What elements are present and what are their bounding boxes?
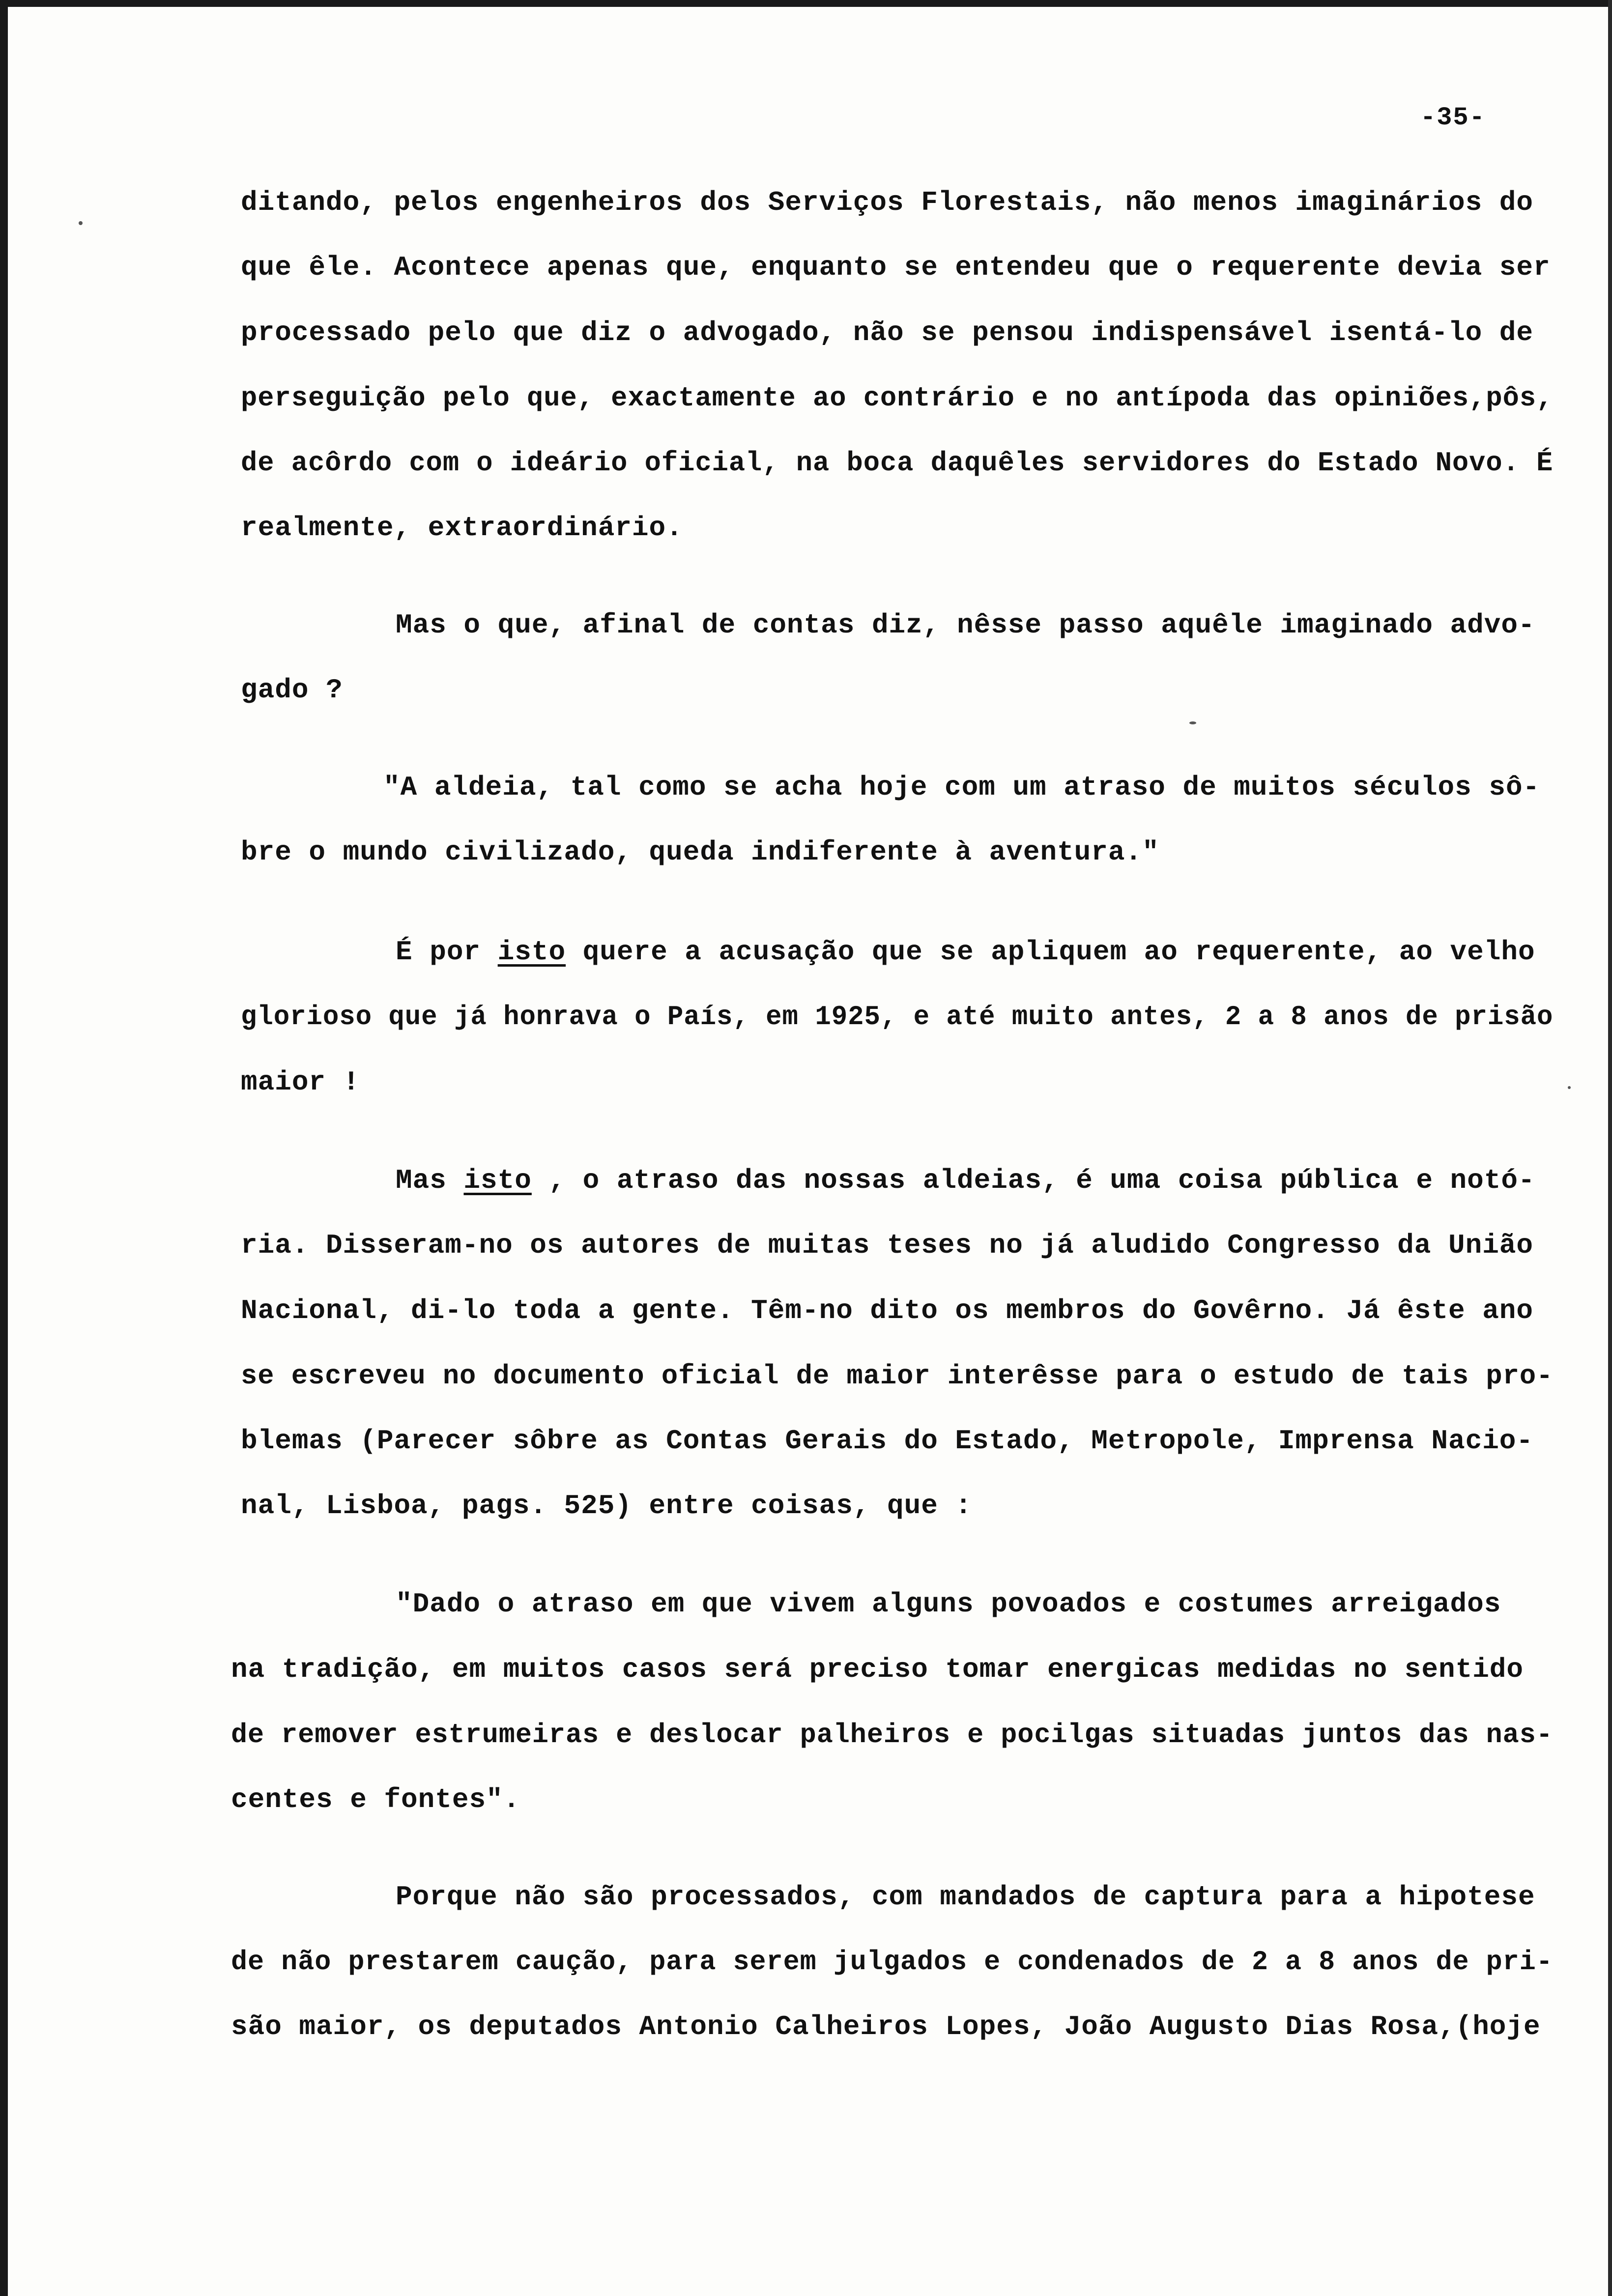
paragraph-2-line-1: Mas o que, afinal de contas diz, nêsse passo aquêle imaginado advo- bbox=[396, 609, 1535, 641]
paragraph-1-line-2: que êle. Acontece apenas que, enquanto se entendeu que o requerente devia ser bbox=[241, 252, 1551, 283]
paragraph-3-line-2: bre o mundo civilizado, queda indiferente à aventura." bbox=[241, 836, 1159, 868]
paragraph-5-line-6: nal, Lisboa, pags. 525) entre coisas, que : bbox=[241, 1490, 973, 1521]
paragraph-4-line-1 bbox=[396, 936, 1535, 968]
paragraph-5-line-5: blemas (Parecer sôbre as Contas Gerais do Estado, Metropole, Imprensa Nacio- bbox=[241, 1425, 1534, 1457]
paragraph-6-line-2: na tradição, em muitos casos será preciso tomar energicas medidas no sentido bbox=[231, 1654, 1524, 1685]
paragraph-4-line-1-start: É por bbox=[396, 936, 498, 968]
scan-speck bbox=[1189, 721, 1196, 724]
paragraph-1-line-4: perseguição pelo que, exactamente ao contrário e no antípoda das opiniões,pôs, bbox=[241, 382, 1554, 414]
paragraph-5-line-4: se escreveu no documento oficial de maior interêsse para o estudo de tais pro- bbox=[241, 1360, 1554, 1392]
paragraph-5-line-2: ria. Disseram-no os autores de muitas teses no já aludido Congresso da União bbox=[241, 1230, 1534, 1261]
paragraph-5-line-1-start: Mas bbox=[396, 1165, 464, 1196]
page-number: -35- bbox=[1420, 103, 1486, 132]
paragraph-1-line-5: de acôrdo com o ideário oficial, na boca daquêles servidores do Estado Novo. É bbox=[241, 447, 1554, 479]
paragraph-6-line-3: de remover estrumeiras e deslocar palheiros e pocilgas situadas juntos das nas- bbox=[231, 1719, 1553, 1751]
scan-border-left bbox=[0, 0, 8, 2296]
paragraph-5-line-1 bbox=[396, 1165, 1535, 1196]
paragraph-6-line-4: centes e fontes". bbox=[231, 1784, 520, 1815]
paragraph-2-line-2: gado ? bbox=[241, 674, 343, 706]
paragraph-1-line-1: ditando, pelos engenheiros dos Serviços Florestais, não menos imaginários do bbox=[241, 187, 1534, 218]
paragraph-7-line-2: de não prestarem caução, para serem julgados e condenados de 2 a 8 anos de pri- bbox=[231, 1946, 1553, 1978]
paragraph-3-line-1: "A aldeia, tal como se acha hoje com um atraso de muitos séculos sô- bbox=[383, 772, 1540, 803]
paragraph-7-line-3: são maior, os deputados Antonio Calheiros Lopes, João Augusto Dias Rosa,(hoje bbox=[231, 2011, 1541, 2042]
paragraph-6-line-1: "Dado o atraso em que vivem alguns povoados e costumes arreigados bbox=[396, 1588, 1501, 1620]
paragraph-4-line-3: maior ! bbox=[241, 1066, 360, 1098]
paragraph-5-line-1-end: , o atraso das nossas aldeias, é uma coisa pública e notó- bbox=[531, 1165, 1535, 1196]
scan-speck bbox=[1568, 1086, 1571, 1089]
emphasis-isto: isto bbox=[463, 1165, 532, 1196]
scan-speck bbox=[79, 221, 83, 225]
paragraph-4-line-1-end: quere a acusação que se apliquem ao requerente, ao velho bbox=[566, 936, 1535, 968]
scan-border-right bbox=[1608, 0, 1612, 2296]
paragraph-5-line-3: Nacional, di-lo toda a gente. Têm-no dito os membros do Govêrno. Já êste ano bbox=[241, 1295, 1534, 1326]
paragraph-1-line-6: realmente, extraordinário. bbox=[241, 512, 683, 544]
paragraph-7-line-1: Porque não são processados, com mandados de captura para a hipotese bbox=[396, 1881, 1535, 1913]
paragraph-1-line-3: processado pelo que diz o advogado, não se pensou indispensável isentá-lo de bbox=[241, 317, 1534, 348]
emphasis-isto: isto bbox=[497, 936, 566, 968]
paragraph-4-line-2: glorioso que já honrava o País, em 1925, e até muito antes, 2 a 8 anos de prisão bbox=[241, 1001, 1554, 1033]
scan-border-top bbox=[0, 0, 1612, 7]
